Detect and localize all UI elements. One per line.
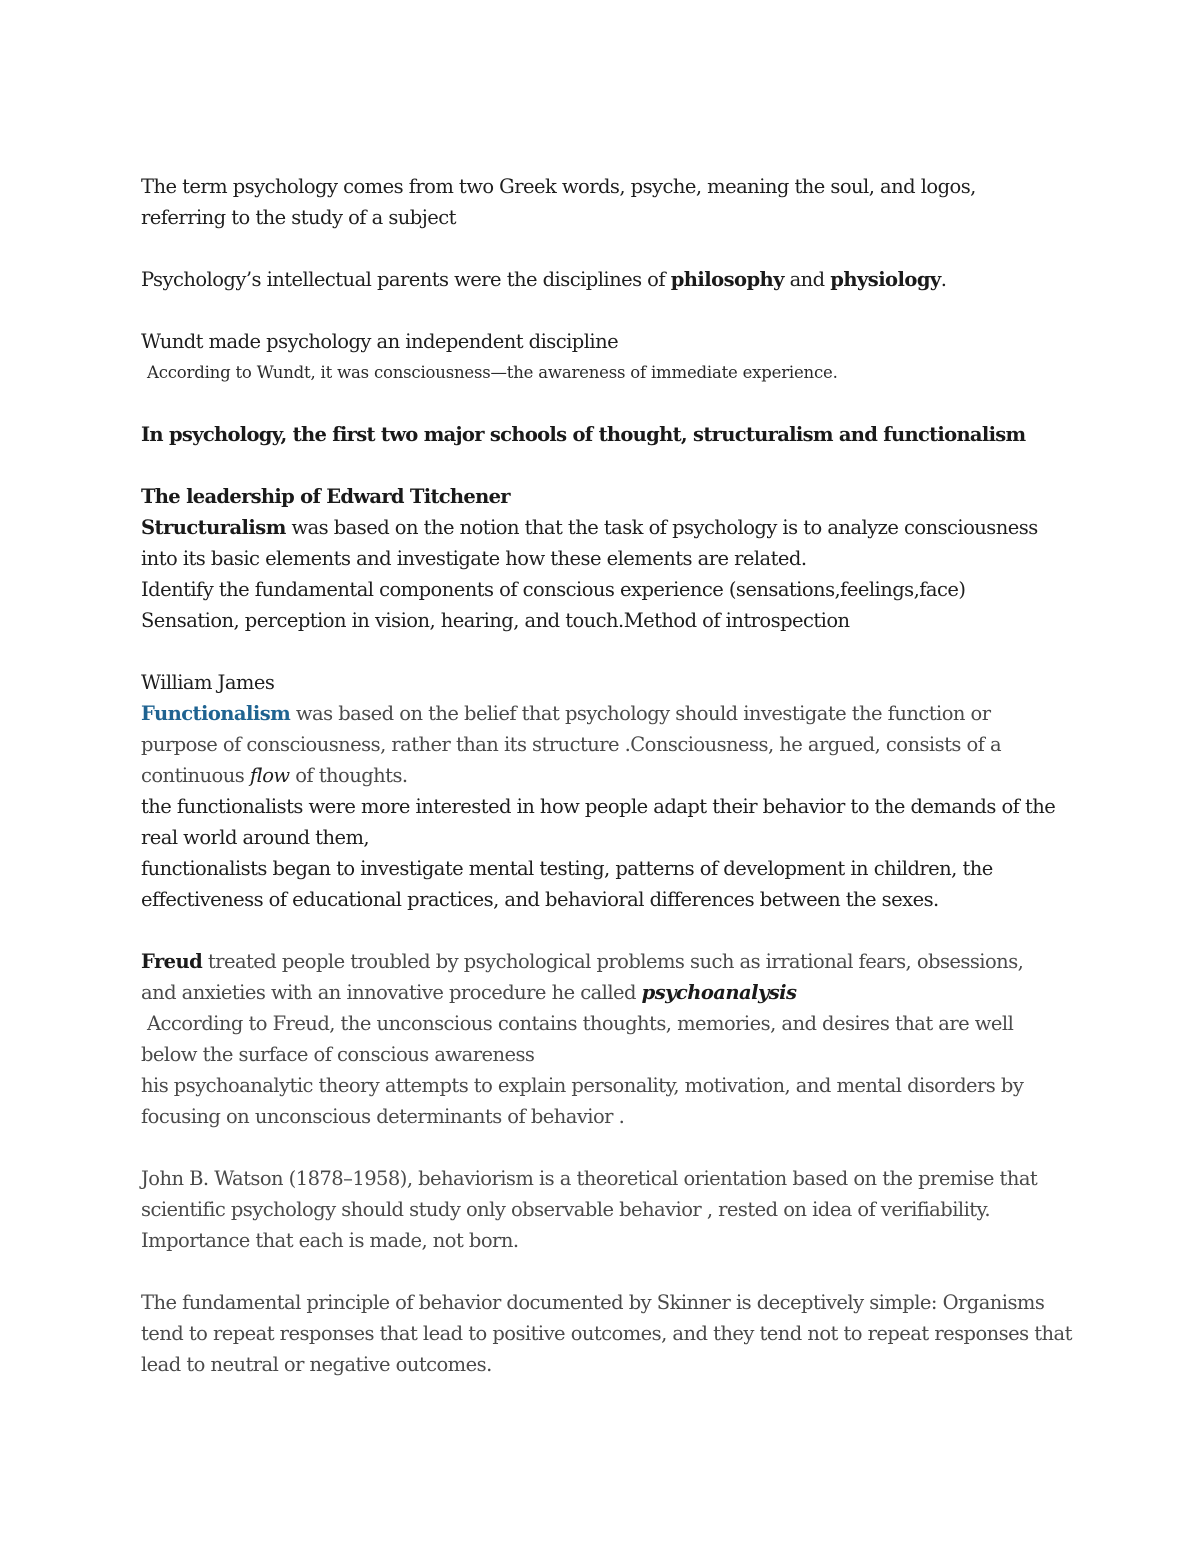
freud-line-1 [141, 946, 1071, 977]
watson-line-2: scientific psychology should study only observable behavior , rested on idea of verifiability. [141, 1198, 991, 1221]
physiology-term: physiology [830, 268, 941, 291]
paragraph-spacer [141, 388, 1071, 419]
functionalism-line-1 [141, 698, 1071, 729]
parents-text-middle: and [783, 268, 831, 291]
paragraph-spacer [141, 295, 1071, 326]
flow-term: flow [249, 764, 290, 787]
skinner-line-1: The fundamental principle of behavior documented by Skinner is deceptively simple: Organisms [141, 1291, 1045, 1314]
parents-text-before: Psychology’s intellectual parents were the disciplines of [141, 268, 671, 291]
paragraph-spacer [141, 233, 1071, 264]
james-name: William James [141, 671, 275, 694]
wundt-line-2: According to Wundt, it was consciousness—the awareness of immediate experience. [147, 363, 838, 382]
watson-line-1: John B. Watson (1878–1958), behaviorism is a theoretical orientation based on the premise that [141, 1167, 1038, 1190]
titchener-heading: The leadership of Edward Titchener [141, 485, 510, 508]
freud-line-2 [141, 977, 1071, 1008]
structuralism-line-1 [141, 512, 1071, 543]
structuralism-line-4: Sensation, perception in vision, hearing, and touch.Method of introspection [141, 609, 850, 632]
functionalism-line-7: effectiveness of educational practices, and behavioral differences between the sexes. [141, 888, 939, 911]
freud-line-2-before: and anxieties with an innovative procedure he called [141, 981, 642, 1004]
functionalism-line-5: real world around them, [141, 826, 370, 849]
parents-paragraph [141, 264, 1071, 295]
freud-name: Freud [141, 950, 203, 973]
freud-line-1-rest: treated people troubled by psychological problems such as irrational fears, obsessions, [202, 950, 1024, 973]
structuralism-line-1-rest: was based on the notion that the task of psychology is to analyze consciousness [285, 516, 1038, 539]
document-page [141, 171, 1071, 1380]
functionalism-line-3-before: continuous [141, 764, 250, 787]
philosophy-term: philosophy [670, 268, 784, 291]
freud-line-5: his psychoanalytic theory attempts to explain personality, motivation, and mental disorders by [141, 1074, 1024, 1097]
paragraph-spacer [141, 915, 1071, 946]
freud-line-6: focusing on unconscious determinants of behavior . [141, 1105, 625, 1128]
paragraph-spacer [141, 1256, 1071, 1287]
parents-text-after: . [940, 268, 947, 291]
structuralism-term: Structuralism [141, 516, 286, 539]
wundt-line-1: Wundt made psychology an independent discipline [141, 330, 619, 353]
etymology-line-1: The term psychology comes from two Greek words, psyche, meaning the soul, and logos, [141, 175, 976, 198]
psychoanalysis-term: psychoanalysis [641, 981, 797, 1004]
schools-heading: In psychology, the first two major schools of thought, structuralism and functionalism [141, 423, 1026, 446]
etymology-line-2: referring to the study of a subject [141, 206, 456, 229]
skinner-line-2: tend to repeat responses that lead to positive outcomes, and they tend not to repeat responses that [141, 1322, 1072, 1345]
paragraph-spacer [141, 450, 1071, 481]
freud-line-4: below the surface of conscious awareness [141, 1043, 535, 1066]
functionalism-line-4: the functionalists were more interested in how people adapt their behavior to the demands of the [141, 795, 1056, 818]
paragraph-spacer [141, 1132, 1071, 1163]
skinner-line-3: lead to neutral or negative outcomes. [141, 1353, 492, 1376]
structuralism-line-2: into its basic elements and investigate how these elements are related. [141, 547, 807, 570]
watson-line-3: Importance that each is made, not born. [141, 1229, 519, 1252]
paragraph-spacer [141, 636, 1071, 667]
functionalism-line-1-rest: was based on the belief that psychology should investigate the function or [290, 702, 991, 725]
freud-line-3: According to Freud, the unconscious contains thoughts, memories, and desires that are well [147, 1012, 1014, 1035]
functionalism-line-3 [141, 760, 1071, 791]
functionalism-line-3-after: of thoughts. [289, 764, 408, 787]
functionalism-line-6: functionalists began to investigate mental testing, patterns of development in children, the [141, 857, 993, 880]
functionalism-term: Functionalism [141, 702, 291, 725]
structuralism-line-3: Identify the fundamental components of conscious experience (sensations,feelings,face) [141, 578, 966, 601]
functionalism-line-2: purpose of consciousness, rather than its structure .Consciousness, he argued, consists of a [141, 733, 1002, 756]
